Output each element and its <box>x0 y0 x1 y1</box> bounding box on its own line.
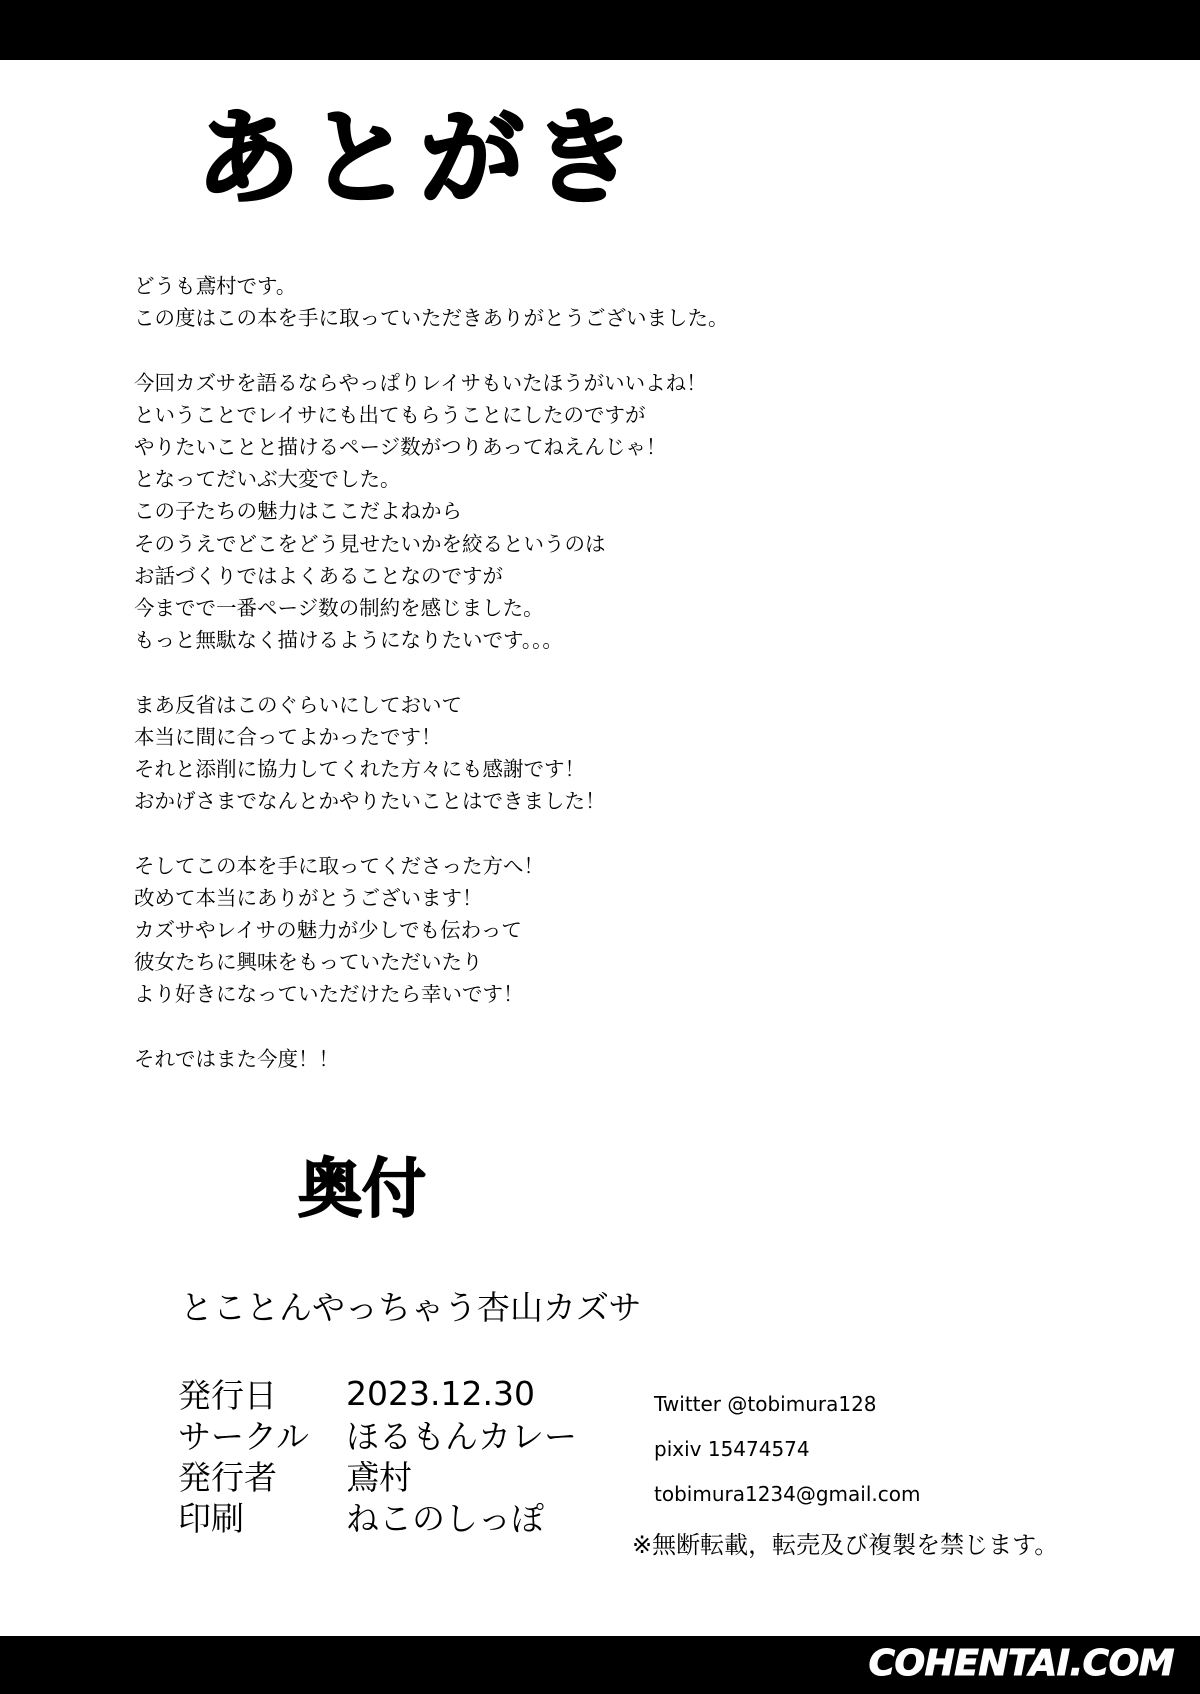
afterword-line: もっと無駄なく描けるようになりたいです。。。 <box>134 628 563 653</box>
colophon-label: 発行日 <box>178 1376 277 1415</box>
contact-email: tobimura1234@gmail.com <box>654 1482 921 1506</box>
afterword-line: やりたいことと描けるページ数がつりあってねえんじゃ！ <box>134 435 667 459</box>
afterword-line: おかげさまでなんとかやりたいことはできました！ <box>134 789 606 814</box>
afterword-line: それではまた今度！！ <box>134 1046 339 1071</box>
site-watermark: COHENTAI.COM <box>868 1643 1174 1684</box>
afterword-line: この度はこの本を手に取っていただきありがとうございました。 <box>134 306 729 331</box>
colophon-value: ほるもんカレー <box>346 1417 577 1456</box>
colophon-value: 2023.12.30 <box>346 1374 535 1413</box>
afterword-paragraph <box>134 270 1034 334</box>
top-black-bar <box>0 0 1200 60</box>
colophon-row-printer <box>178 1496 577 1537</box>
afterword-paragraph <box>134 1043 1034 1075</box>
colophon-row-circle <box>178 1414 577 1455</box>
afterword-line: となってだいぶ大変でした。 <box>134 467 401 492</box>
afterword-line: 本当に間に合ってよかったです！ <box>134 724 442 749</box>
colophon-table <box>178 1373 577 1537</box>
colophon-label: 発行者 <box>178 1458 277 1497</box>
colophon-value: 鳶村 <box>346 1458 412 1497</box>
afterword-line: お話づくりではよくあることなのですが <box>134 563 503 588</box>
afterword-line: そしてこの本を手に取ってくださった方へ！ <box>134 853 544 878</box>
afterword-line: そのうえでどこをどう見せたいかを絞るというのは <box>134 531 606 556</box>
afterword-line: ということでレイサにも出てもらうことにしたのですが <box>134 402 646 427</box>
afterword-line: カズサやレイサの魅力が少しでも伝わって <box>134 918 522 943</box>
colophon-title: 奥付 <box>298 1153 426 1227</box>
afterword-line: 今回カズサを語るならやっぱりレイサもいたほうがいいよね！ <box>134 370 707 395</box>
colophon-label: 印刷 <box>178 1499 244 1538</box>
afterword-title: あとがき <box>196 97 645 219</box>
afterword-paragraph <box>134 689 1034 818</box>
afterword-line: この子たちの魅力はここだよねから <box>134 499 462 524</box>
afterword-line: より好きになっていただけたら幸いです！ <box>134 982 524 1007</box>
book-title: とことんやっちゃう杏山カズサ <box>180 1288 642 1327</box>
afterword-body <box>134 270 1034 1107</box>
afterword-paragraph <box>134 367 1034 657</box>
afterword-line: それと添削に協力してくれた方々にも感謝です！ <box>134 757 585 782</box>
afterword-line: 彼女たちに興味をもっていただいたり <box>134 950 483 975</box>
contact-twitter: Twitter @tobimura128 <box>654 1392 877 1416</box>
colophon-row-publish-date <box>178 1373 577 1414</box>
copyright-notice: ※無断転載，転売及び複製を禁じます。 <box>632 1531 1059 1559</box>
afterword-line: 改めて本当にありがとうございます！ <box>134 885 483 910</box>
colophon-row-publisher <box>178 1455 577 1496</box>
colophon-value: ねこのしっぽ <box>346 1499 544 1538</box>
afterword-line: どうも鳶村です。 <box>134 274 297 298</box>
contact-pixiv: pixiv 15474574 <box>654 1437 810 1461</box>
colophon-label: サークル <box>178 1417 310 1456</box>
afterword-line: まあ反省はこのぐらいにしておいて <box>134 692 462 717</box>
contact-list <box>654 1382 920 1517</box>
afterword-line: 今までで一番ページ数の制約を感じました。 <box>134 596 544 621</box>
afterword-paragraph <box>134 850 1034 1011</box>
